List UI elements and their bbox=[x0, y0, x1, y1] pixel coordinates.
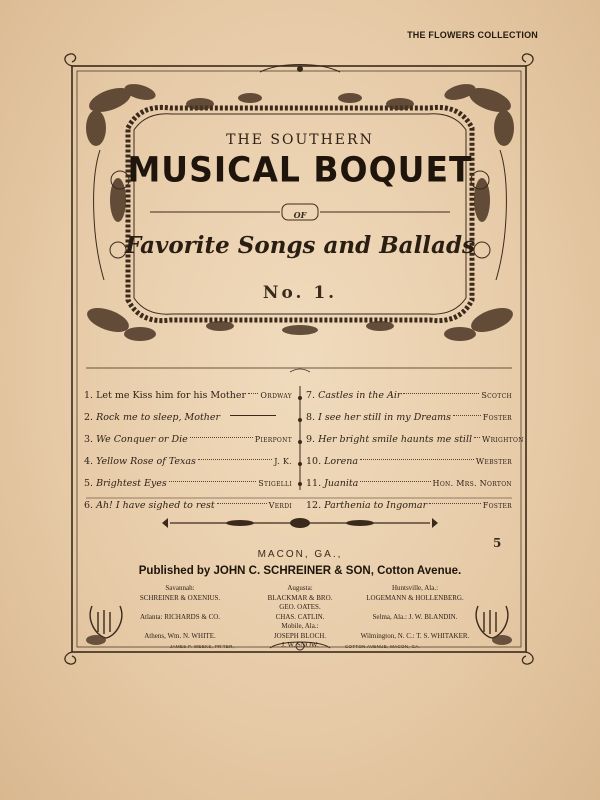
song-title: Let me Kiss him for his Mother bbox=[96, 389, 246, 401]
title-musical-boquet: MUSICAL BOQUET bbox=[127, 149, 473, 190]
song-title: Her bright smile haunts me still bbox=[318, 433, 473, 445]
song-title: I see her still in my Dreams bbox=[318, 411, 452, 423]
agent-line: Athens, Wm. N. WHITE. bbox=[144, 631, 216, 640]
leader-dots bbox=[190, 437, 253, 438]
agent-line: Augusta: bbox=[287, 584, 313, 592]
agent-line: SCHREINER & OXENIUS. bbox=[139, 593, 221, 602]
leader-dots bbox=[429, 503, 481, 504]
song-composer: Foster bbox=[482, 412, 512, 422]
agent-line: Wilmington, N. C.: T. S. WHITAKER. bbox=[360, 631, 470, 640]
printer-left: JAMES P. WEEKS, PR'TER, bbox=[170, 644, 235, 649]
agent-line: J. W. SNOW. bbox=[281, 641, 319, 649]
song-title: We Conquer or Die bbox=[96, 433, 188, 445]
leader-dots bbox=[198, 459, 272, 460]
agents-left bbox=[120, 584, 240, 641]
song-number: 7. bbox=[306, 389, 316, 401]
song-title: Lorena bbox=[324, 455, 359, 467]
agent-line: CHAS. CATLIN. bbox=[275, 612, 325, 621]
song-composer: Ordway bbox=[260, 390, 292, 400]
leader-dots bbox=[230, 415, 276, 416]
agent-line: Savannah: bbox=[165, 584, 195, 592]
title-number: No. 1. bbox=[262, 283, 338, 303]
collection-label: THE FLOWERS COLLECTION bbox=[407, 30, 538, 40]
song-title: Ah! I have sighed to rest bbox=[96, 499, 215, 511]
title-favorite-songs: Favorite Songs and Ballads bbox=[125, 232, 475, 259]
leader-dots bbox=[360, 459, 474, 460]
leader-dots bbox=[360, 481, 430, 482]
agent-line: LOGEMANN & HOLLENBERG. bbox=[366, 593, 464, 602]
song-entry bbox=[298, 412, 512, 423]
song-composer: Scotch bbox=[481, 390, 512, 400]
song-number: 3. bbox=[84, 433, 94, 445]
agent-line: BLACKMAR & BRO. bbox=[267, 593, 333, 602]
agent-line: Selma, Ala.: J. W. BLANDIN. bbox=[372, 612, 458, 621]
agents-right bbox=[350, 584, 480, 641]
song-entry bbox=[84, 500, 298, 511]
song-composer: J. K. bbox=[274, 456, 292, 466]
leader-dots bbox=[474, 437, 480, 438]
song-composer: Wrighton bbox=[482, 434, 524, 444]
song-entry bbox=[84, 478, 298, 489]
song-composer: Pierpont bbox=[254, 434, 292, 444]
page-number: 5 bbox=[493, 536, 502, 550]
leader-dots bbox=[169, 481, 256, 482]
agent-line: Mobile, Ala.: bbox=[281, 622, 319, 630]
leader-dots bbox=[403, 393, 479, 394]
title-line-southern: THE SOUTHERN bbox=[226, 132, 374, 148]
song-composer: Stigelli bbox=[258, 478, 292, 488]
agent-line bbox=[350, 603, 480, 613]
publisher-line: Published by JOHN C. SCHREINER & SON, Cotton Avenue. bbox=[138, 565, 462, 577]
song-entry bbox=[298, 390, 512, 401]
song-entry bbox=[84, 412, 298, 423]
song-number: 8. bbox=[306, 411, 316, 423]
agent-line: Atlanta: RICHARDS & CO. bbox=[139, 612, 221, 621]
song-number: 10. bbox=[306, 455, 322, 467]
song-entry bbox=[298, 478, 512, 489]
agent-line bbox=[120, 622, 240, 632]
song-title: Castles in the Air bbox=[318, 389, 402, 401]
song-title: Rock me to sleep, Mother bbox=[96, 411, 221, 423]
song-row bbox=[84, 494, 512, 516]
song-number: 1. bbox=[84, 389, 94, 401]
leader-dots bbox=[248, 393, 258, 394]
title-of: OF bbox=[293, 210, 307, 220]
agent-line bbox=[350, 622, 480, 632]
song-composer: Hon. Mrs. Norton bbox=[432, 478, 512, 488]
song-entry bbox=[84, 434, 298, 445]
song-entry bbox=[298, 433, 524, 445]
song-title: Parthenia to Ingomar bbox=[324, 499, 428, 511]
city-line: MACON, GA., bbox=[257, 549, 343, 560]
agents-center bbox=[240, 584, 360, 651]
song-number: 12. bbox=[306, 499, 322, 511]
printer-right: COTTON AVENUE, MACON, GA. bbox=[345, 644, 421, 649]
agent-line bbox=[120, 603, 240, 613]
song-entry bbox=[298, 456, 512, 467]
song-number: 11. bbox=[306, 477, 322, 489]
agent-line: GEO. OATES. bbox=[279, 603, 321, 611]
song-composer: Foster bbox=[482, 500, 512, 510]
song-number: 9. bbox=[306, 433, 316, 445]
song-entry bbox=[84, 456, 298, 467]
song-title: Juanita bbox=[324, 477, 359, 489]
song-number: 5. bbox=[84, 477, 94, 489]
song-composer: Webster bbox=[475, 456, 512, 466]
agent-line: Huntsville, Ala.: bbox=[391, 584, 439, 592]
song-entry bbox=[298, 500, 512, 511]
song-title: Brightest Eyes bbox=[96, 477, 167, 489]
song-composer: Verdi bbox=[268, 500, 292, 510]
song-number: 6. bbox=[84, 499, 94, 511]
agent-line: JOSEPH BLOCH. bbox=[273, 631, 327, 640]
song-number: 4. bbox=[84, 455, 94, 467]
song-list-divider bbox=[297, 386, 303, 490]
leader-dots bbox=[217, 503, 267, 504]
leader-dots bbox=[453, 415, 481, 416]
song-title: Yellow Rose of Texas bbox=[96, 455, 196, 467]
song-number: 2. bbox=[84, 411, 94, 423]
song-entry bbox=[84, 390, 298, 401]
